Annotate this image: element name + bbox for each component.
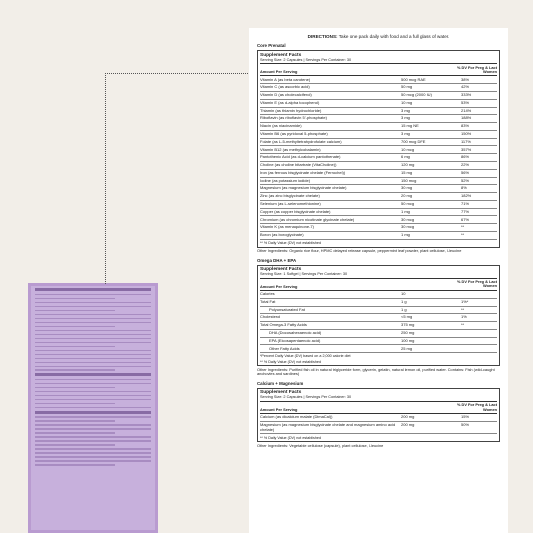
nutrient-amount: 3 mg (401, 107, 461, 115)
table-row (260, 208, 497, 216)
header-dv: % DV For Preg & Lact Women (457, 279, 497, 289)
thumbnail-line (35, 326, 115, 328)
nutrient-amount: 250 mg (401, 329, 461, 337)
nutrient-name: DHA (Docosahexaenoic acid) (260, 329, 401, 337)
nutrient-dv: 1% (461, 314, 497, 322)
facts-box (257, 50, 500, 248)
thumbnail-line (35, 310, 115, 312)
nutrient-amount: 15 mg (401, 169, 461, 177)
table-row (260, 177, 497, 185)
table-row (260, 298, 497, 306)
table-row (260, 224, 497, 232)
thumbnail-line (35, 338, 151, 340)
thumbnail-line (35, 428, 151, 430)
table-row (260, 76, 497, 83)
nutrient-name: Vitamin K (as menaquinone-7) (260, 224, 401, 232)
facts-title: Supplement Facts (260, 52, 302, 58)
nutrient-dv: 53% (461, 99, 497, 107)
thumbnail-line (35, 411, 151, 414)
table-row (260, 185, 497, 193)
table-row (260, 422, 497, 434)
nutrient-dv: ** (461, 232, 497, 240)
thumbnail-line (35, 373, 151, 376)
nutrient-table (260, 76, 497, 239)
nutrient-dv (461, 345, 497, 353)
thumbnail-line (35, 416, 151, 418)
nutrient-table (260, 414, 497, 434)
nutrient-amount: 25 mg (401, 345, 461, 353)
nutrient-amount: 30 mg (401, 185, 461, 193)
nutrient-name: Magnesium (as magnesium bisglycinate chelate) (260, 185, 401, 193)
header-amount: Amount Per Serving (260, 68, 298, 74)
table-row (260, 115, 497, 123)
nutrient-amount: 10 mcg (401, 146, 461, 154)
nutrient-name: EPA (Eicosapentaenoic acid) (260, 337, 401, 345)
nutrient-dv: 1%* (461, 298, 497, 306)
nutrient-dv: 56% (461, 169, 497, 177)
nutrient-name: Calories (260, 291, 401, 298)
nutrient-dv: ** (461, 306, 497, 314)
nutrient-amount: 120 mg (401, 162, 461, 170)
nutrient-amount: 3 mg (401, 115, 461, 123)
nutrient-name: Calcium (as dicalcium malate (DimaCal)) (260, 414, 401, 421)
footnote: ** % Daily Value (DV) not established (260, 359, 322, 364)
nutrient-amount: 30 mcg (401, 224, 461, 232)
thumbnail-preview (31, 286, 155, 530)
nutrient-amount: 50 mg (401, 84, 461, 92)
nutrient-amount: 100 mg (401, 337, 461, 345)
nutrient-amount: 15 mg NE (401, 123, 461, 131)
thumbnail-line (35, 362, 151, 364)
nutrient-dv: 71% (461, 200, 497, 208)
nutrient-dv: 83% (461, 123, 497, 131)
nutrient-dv (461, 291, 497, 298)
nutrient-name: Folate (as L-5-methyltetrahydrofolate calcium) (260, 138, 401, 146)
table-row (260, 91, 497, 99)
nutrient-dv: 38% (461, 76, 497, 83)
nutrient-dv: ** (461, 322, 497, 330)
nutrient-amount: 1 g (401, 298, 461, 306)
table-row (260, 193, 497, 201)
thumbnail-line (35, 440, 151, 442)
zoom-connector-line (105, 73, 250, 284)
thumbnail-line (35, 358, 151, 360)
table-row (260, 146, 497, 154)
nutrient-name: Iron (as ferrous bisglycinate chelate (Ferrochel)) (260, 169, 401, 177)
nutrient-dv: 333% (461, 91, 497, 99)
thumbnail-line (35, 407, 151, 409)
nutrient-amount: 10 mg (401, 99, 461, 107)
nutrient-dv (461, 337, 497, 345)
thumbnail-line (35, 424, 151, 426)
table-row (260, 414, 497, 421)
facts-section (257, 381, 500, 448)
nutrient-name: Total Omega-3 Fatty Acids (260, 322, 401, 330)
nutrient-name: Copper (as copper bisglycinate chelate) (260, 208, 401, 216)
nutrient-dv: 8% (461, 185, 497, 193)
nutrient-name: Magnesium (as magnesium bisglycinate chelate and magnesium amino acid chelate) (260, 422, 401, 434)
directions-text: Take one pack daily with food and a full glass of water. (338, 34, 450, 39)
thumbnail-line (35, 318, 151, 320)
nutrient-amount: 20 mg (401, 193, 461, 201)
label-thumbnail (28, 283, 158, 533)
nutrient-dv: 188% (461, 115, 497, 123)
nutrient-dv (461, 329, 497, 337)
thumbnail-line (35, 436, 151, 438)
table-row (260, 169, 497, 177)
table-row (260, 306, 497, 314)
nutrient-amount: 10 (401, 291, 461, 298)
nutrient-dv: ** (461, 224, 497, 232)
table-row (260, 232, 497, 240)
thumbnail-line (35, 444, 115, 446)
nutrient-name: Zinc (as zinc bisglycinate chelate) (260, 193, 401, 201)
nutrient-name: Total Fat (260, 298, 401, 306)
serving-size: Serving Size: 2 Capsules | Servings Per Container: 30 (260, 58, 497, 65)
other-ingredients: Other Ingredients: Purified fish oil in natural triglyceride form, glycerin, gelatin, natural lemon oil, purified water. Contains: Fish (wild-caught anchovies and sardines) (257, 366, 495, 377)
directions-label: DIRECTIONS: (307, 34, 338, 39)
table-row (260, 154, 497, 162)
nutrient-table (260, 291, 497, 353)
thumbnail-line (35, 342, 151, 344)
nutrient-name: Vitamin C (as ascorbic acid) (260, 84, 401, 92)
facts-title: Supplement Facts (260, 390, 302, 396)
serving-size: Serving Size: 2 Capsules | Servings Per Container: 30 (260, 395, 497, 402)
nutrient-dv: 67% (461, 216, 497, 224)
thumbnail-line (35, 452, 151, 454)
nutrient-name: Thiamin (as thiamin hydrochloride) (260, 107, 401, 115)
thumbnail-line (35, 420, 115, 422)
section-name: Omega DHA + EPA (257, 257, 297, 263)
thumbnail-line (35, 432, 115, 434)
nutrient-name: Vitamin B6 (as pyridoxal 5-phosphate) (260, 130, 401, 138)
nutrient-amount: 200 mg (401, 414, 461, 421)
nutrient-dv: 15% (461, 414, 497, 421)
table-row (260, 337, 497, 345)
facts-header (260, 64, 497, 76)
table-row (260, 345, 497, 353)
thumbnail-line (35, 302, 151, 304)
nutrient-amount: 700 mcg DFE (401, 138, 461, 146)
thumbnail-line (35, 334, 151, 336)
section-name: Core Prenatal (257, 43, 286, 48)
thumbnail-line (35, 448, 151, 450)
nutrient-name: Selenium (as L-selenomethionine) (260, 200, 401, 208)
table-row (260, 329, 497, 337)
nutrient-dv: 357% (461, 146, 497, 154)
header-dv: % DV For Preg & Lact Women (457, 64, 497, 74)
nutrient-amount: 150 mcg (401, 177, 461, 185)
table-row (260, 123, 497, 131)
table-row (260, 130, 497, 138)
footnote: *Percent Daily Value (DV) based on a 2,000 calorie diet (260, 354, 351, 359)
facts-box (257, 265, 500, 367)
nutrient-name: Chromium (as chromium nicotinate glycinate chelate) (260, 216, 401, 224)
table-row (260, 322, 497, 330)
thumbnail-line (35, 322, 151, 324)
table-row (260, 99, 497, 107)
thumbnail-line (35, 366, 151, 368)
table-row (260, 138, 497, 146)
nutrient-amount: 50 mcg (401, 200, 461, 208)
nutrient-dv: 42% (461, 84, 497, 92)
facts-header (260, 279, 497, 291)
nutrient-amount: 1 mg (401, 208, 461, 216)
nutrient-name: Choline (as choline bitartrate (VitaCholine)) (260, 162, 401, 170)
nutrient-name: Vitamin E (as d-alpha tocopherol) (260, 99, 401, 107)
nutrient-dv: 182% (461, 193, 497, 201)
nutrient-amount: 30 mcg (401, 216, 461, 224)
supplement-facts-panel (249, 28, 508, 533)
nutrient-name: Pantothenic Acid (as d-calcium pantothenate) (260, 154, 401, 162)
thumbnail-line (35, 387, 115, 389)
header-amount: Amount Per Serving (260, 406, 298, 412)
nutrient-name: Polyunsaturated Fat (260, 306, 401, 314)
thumbnail-line (35, 346, 115, 348)
nutrient-dv: 77% (461, 208, 497, 216)
nutrient-amount: 1 g (401, 306, 461, 314)
thumbnail-line (35, 460, 151, 462)
facts-sections (257, 43, 500, 448)
thumbnail-line (35, 314, 151, 316)
thumbnail-line (35, 383, 151, 385)
section-name: Calcium + Magnesium (257, 380, 304, 386)
directions (257, 34, 500, 39)
thumbnail-line (35, 379, 151, 381)
nutrient-name: Vitamin D (as cholecalciferol) (260, 91, 401, 99)
thumbnail-line (35, 403, 115, 405)
table-row (260, 162, 497, 170)
thumbnail-line (35, 456, 151, 458)
nutrient-dv: 150% (461, 130, 497, 138)
footnote: ** % Daily Value (DV) not established (260, 241, 322, 245)
nutrient-name: Vitamin B12 (as methylcobalamin) (260, 146, 401, 154)
other-ingredients: Other Ingredients: Vegetable cellulose (capsule), plant cellulose, l-leucine (257, 442, 384, 448)
other-ingredients: Other Ingredients: Organic rice flour, HPMC delayed release capsule, peppermint leaf powder, plant cellulose, l-leucine (257, 248, 462, 253)
nutrient-amount: 3 mg (401, 130, 461, 138)
serving-size: Serving Size: 1 Softgel | Servings Per Container: 30 (260, 272, 497, 279)
thumbnail-line (35, 330, 151, 332)
thumbnail-line (35, 298, 115, 300)
nutrient-name: Iodine (as potassium iodide) (260, 177, 401, 185)
nutrient-name: Boron (as boroglycinate) (260, 232, 401, 240)
nutrient-dv: 52% (461, 177, 497, 185)
nutrient-amount: 50 mcg (2000 IU) (401, 91, 461, 99)
thumbnail-line (35, 399, 151, 401)
thumbnail-line (35, 391, 151, 393)
table-row (260, 314, 497, 322)
thumbnail-line (35, 294, 151, 296)
nutrient-amount: 6 mg (401, 154, 461, 162)
nutrient-dv: 86% (461, 154, 497, 162)
thumbnail-line (35, 369, 115, 371)
nutrient-dv: 22% (461, 162, 497, 170)
table-row (260, 200, 497, 208)
thumbnail-line (35, 306, 151, 308)
table-row (260, 291, 497, 298)
nutrient-amount: 375 mg (401, 322, 461, 330)
nutrient-amount: <5 mg (401, 314, 461, 322)
facts-section (257, 43, 500, 254)
thumbnail-line (35, 395, 151, 397)
thumbnail-line (35, 288, 151, 291)
facts-title: Supplement Facts (260, 267, 302, 273)
header-dv: % DV For Preg & Lact Women (457, 402, 497, 412)
nutrient-name: Cholesterol (260, 314, 401, 322)
nutrient-amount: 500 mcg RAE (401, 76, 461, 83)
thumbnail-line (35, 354, 151, 356)
nutrient-amount: 1 mg (401, 232, 461, 240)
nutrient-name: Other Fatty Acids (260, 345, 401, 353)
nutrient-amount: 200 mg (401, 422, 461, 434)
header-amount: Amount Per Serving (260, 283, 298, 289)
table-row (260, 84, 497, 92)
nutrient-name: Vitamin A (as beta carotene) (260, 76, 401, 83)
facts-box (257, 388, 500, 442)
facts-section (257, 258, 500, 377)
footnote: ** % Daily Value (DV) not established (260, 435, 322, 440)
thumbnail-line (35, 464, 115, 466)
nutrient-dv: 50% (461, 422, 497, 434)
nutrient-name: Niacin (as niacinamide) (260, 123, 401, 131)
table-row (260, 107, 497, 115)
nutrient-dv: 214% (461, 107, 497, 115)
nutrient-name: Riboflavin (as riboflavin 5’-phosphate) (260, 115, 401, 123)
nutrient-dv: 117% (461, 138, 497, 146)
table-row (260, 216, 497, 224)
facts-header (260, 402, 497, 414)
thumbnail-line (35, 350, 151, 352)
